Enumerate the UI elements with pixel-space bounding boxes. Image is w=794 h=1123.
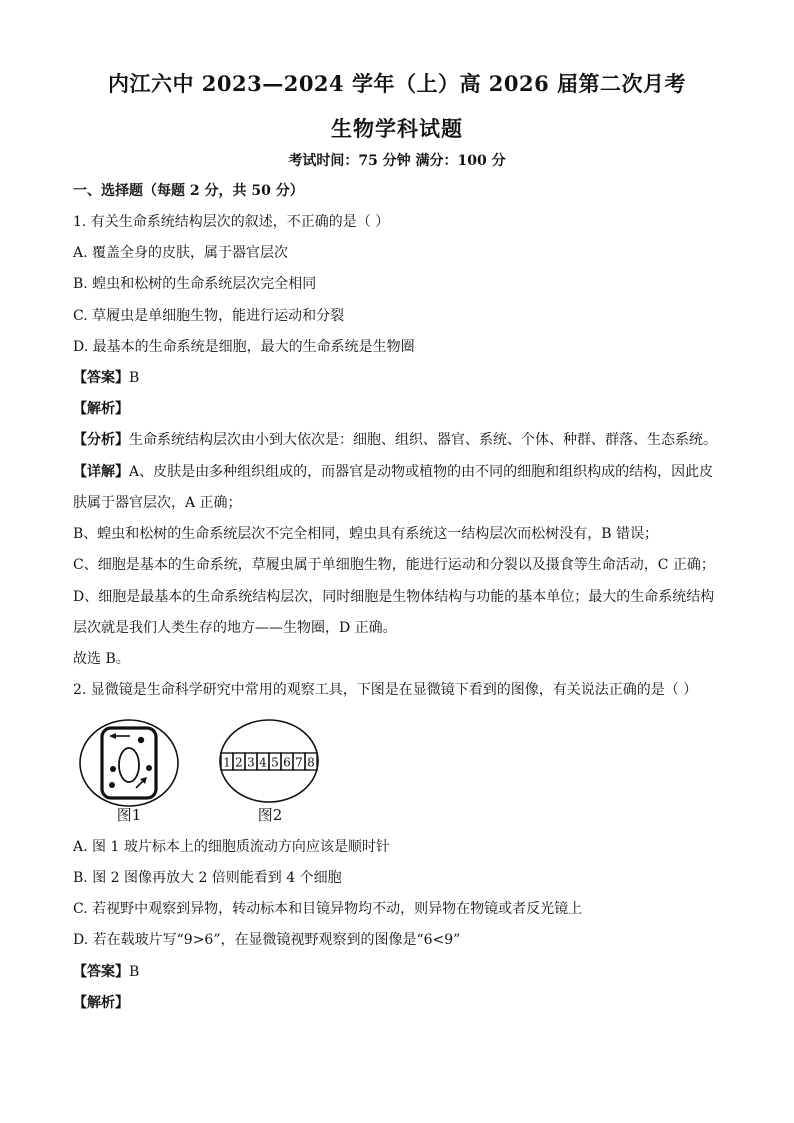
- answer-tag: 【答案】: [73, 964, 129, 980]
- figure2-microscope-view: [218, 718, 322, 804]
- q1-line-c: C、细胞是基本的生命系统，草履虫属于单细胞生物，能进行运动和分裂以及摄食等生命活动，C 正确；: [73, 557, 715, 573]
- q1-xiangjie-1: A、皮肤是由多种组织组成的，而器官是动物或植物的由不同的细胞和组织构成的结构，因此皮: [129, 464, 714, 480]
- q1-xiangjie-2: 肤属于器官层次，A 正确；: [73, 495, 242, 511]
- figure1-microscope-view: [78, 718, 180, 808]
- q1-line-d2: 层次就是我们人类生存的地方——生物圈，D 正确。: [73, 620, 397, 636]
- q2-analysis-tag: 【解析】: [73, 995, 129, 1011]
- q1-option-a: A. 覆盖全身的皮肤，属于器官层次: [73, 245, 289, 261]
- q2-option-c: C. 若视野中观察到异物，转动标本和目镜异物均不动，则异物在物镜或者反光镜上: [73, 901, 583, 917]
- figure2-cell-label: 7: [295, 755, 303, 770]
- q1-fenxi: 生命系统结构层次由小到大依次是：细胞、组织、器官、系统、个体、种群、群落、生态系统。: [129, 432, 717, 448]
- figure2-cell-label: 5: [271, 755, 279, 770]
- q1-answer: B: [129, 370, 140, 386]
- figure2-cell-label: 1: [223, 755, 231, 770]
- figure2-cell-label: 3: [247, 755, 255, 770]
- q1-option-c: C. 草履虫是单细胞生物，能进行运动和分裂: [73, 308, 345, 324]
- figure2-cell-label: 2: [235, 755, 243, 770]
- figure2-cell-label: 8: [307, 755, 315, 770]
- figure1-caption: 图1: [116, 806, 142, 824]
- figure2-cell-label: 4: [259, 755, 267, 770]
- exam-info: 考试时间：75 分钟 满分：100 分: [288, 153, 506, 169]
- q1-fenxi-line: [73, 430, 723, 450]
- q2-option-a: A. 图 1 玻片标本上的细胞质流动方向应该是顺时针: [73, 839, 390, 855]
- xiangjie-tag: 【详解】: [73, 464, 129, 480]
- q2-option-b: B. 图 2 图像再放大 2 倍则能看到 4 个细胞: [73, 870, 342, 886]
- answer-tag: 【答案】: [73, 370, 129, 386]
- q1-answer-line: [73, 368, 723, 388]
- q2-answer-line: [73, 962, 723, 982]
- figure2-caption: 图2: [257, 806, 283, 824]
- q1-line-d1: D、细胞是最基本的生命系统结构层次，同时细胞是生物体结构与功能的基本单位；最大的生命系统结构: [73, 589, 715, 605]
- q1-xiangjie-line: [73, 462, 723, 482]
- section-heading: 一、选择题（每题 2 分，共 50 分）: [73, 183, 304, 199]
- q1-stem: 1. 有关生命系统结构层次的叙述，不正确的是（ ）: [73, 214, 390, 230]
- exam-title: 内江六中 2023—2024 学年（上）高 2026 届第二次月考: [107, 71, 687, 96]
- q1-analysis-tag: 【解析】: [73, 401, 129, 417]
- q2-option-d: D. 若在载玻片写“9>6”，在显微镜视野观察到的图像是“6<9”: [73, 932, 461, 948]
- q1-option-d: D. 最基本的生命系统是细胞，最大的生命系统是生物圈: [73, 339, 415, 355]
- fenxi-tag: 【分析】: [73, 432, 129, 448]
- figure2-cell-label: 6: [283, 755, 291, 770]
- q2-stem: 2. 显微镜是生命科学研究中常用的观察工具，下图是在显微镜下看到的图像，有关说法正确的是（ ）: [73, 682, 698, 698]
- q2-answer: B: [129, 964, 140, 980]
- q1-line-b: B、蝗虫和松树的生命系统层次不完全相同，蝗虫具有系统这一结构层次而松树没有，B 错误；: [73, 526, 659, 542]
- subject-title: 生物学科试题: [331, 116, 463, 141]
- q1-option-b: B. 蝗虫和松树的生命系统层次完全相同: [73, 276, 317, 292]
- q1-conclusion: 故选 B。: [73, 651, 130, 667]
